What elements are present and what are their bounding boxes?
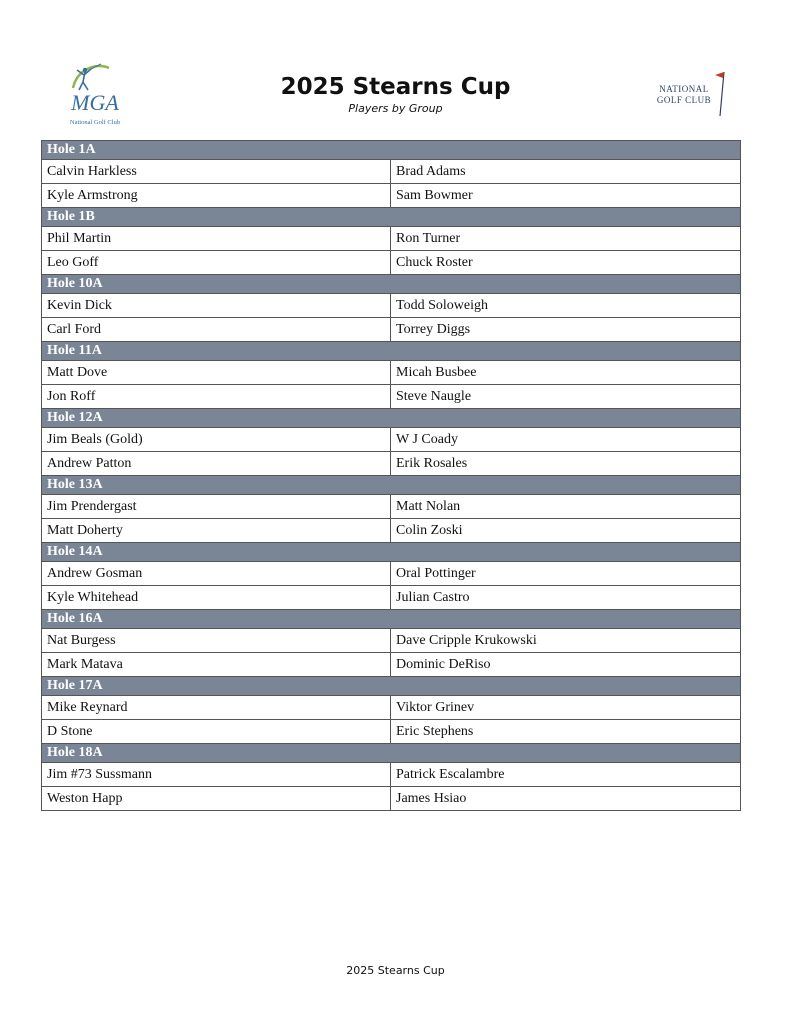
- player-name: Todd Soloweigh: [391, 294, 741, 318]
- player-name: Julian Castro: [391, 586, 741, 610]
- player-pair-row: [42, 586, 741, 610]
- player-name: Kevin Dick: [42, 294, 391, 318]
- player-name: Erik Rosales: [391, 452, 741, 476]
- player-pair-row: [42, 361, 741, 385]
- hole-header-row: [42, 275, 741, 294]
- player-name: Dominic DeRiso: [391, 653, 741, 677]
- hole-header-row: [42, 677, 741, 696]
- player-pair-row: [42, 763, 741, 787]
- hole-label: Hole 13A: [42, 476, 741, 495]
- hole-header-row: [42, 744, 741, 763]
- player-name: Mark Matava: [42, 653, 391, 677]
- player-name: Mike Reynard: [42, 696, 391, 720]
- player-name: Jim Prendergast: [42, 495, 391, 519]
- page-footer: 2025 Stearns Cup: [346, 964, 445, 977]
- player-pair-row: [42, 787, 741, 811]
- player-pair-row: [42, 495, 741, 519]
- page-subtitle: Players by Group: [348, 102, 443, 115]
- player-pair-row: [42, 184, 741, 208]
- player-pair-row: [42, 452, 741, 476]
- player-name: Andrew Gosman: [42, 562, 391, 586]
- player-name: James Hsiao: [391, 787, 741, 811]
- hole-label: Hole 11A: [42, 342, 741, 361]
- hole-label: Hole 12A: [42, 409, 741, 428]
- player-name: Dave Cripple Krukowski: [391, 629, 741, 653]
- logo-line1: NATIONAL: [659, 84, 709, 94]
- player-name: Oral Pottinger: [391, 562, 741, 586]
- player-name: Micah Busbee: [391, 361, 741, 385]
- hole-label: Hole 14A: [42, 543, 741, 562]
- player-name: Andrew Patton: [42, 452, 391, 476]
- player-name: W J Coady: [391, 428, 741, 452]
- player-pair-row: [42, 696, 741, 720]
- hole-header-row: [42, 409, 741, 428]
- player-name: Jim #73 Sussmann: [42, 763, 391, 787]
- player-pair-row: [42, 318, 741, 342]
- player-name: Carl Ford: [42, 318, 391, 342]
- player-pair-row: [42, 227, 741, 251]
- player-pair-row: [42, 428, 741, 452]
- player-name: Sam Bowmer: [391, 184, 741, 208]
- player-name: Nat Burgess: [42, 629, 391, 653]
- player-name: Chuck Roster: [391, 251, 741, 275]
- hole-label: Hole 1B: [42, 208, 741, 227]
- player-name: Torrey Diggs: [391, 318, 741, 342]
- player-pair-row: [42, 653, 741, 677]
- players-by-group-table: [41, 140, 741, 811]
- player-name: Eric Stephens: [391, 720, 741, 744]
- player-pair-row: [42, 519, 741, 543]
- player-pair-row: [42, 562, 741, 586]
- hole-label: Hole 10A: [42, 275, 741, 294]
- hole-label: Hole 17A: [42, 677, 741, 696]
- player-name: Kyle Armstrong: [42, 184, 391, 208]
- hole-header-row: [42, 208, 741, 227]
- player-pair-row: [42, 385, 741, 409]
- logo-letters: MGA: [71, 90, 119, 115]
- national-golf-club-logo: [654, 68, 730, 120]
- hole-header-row: [42, 543, 741, 562]
- player-name: Matt Dove: [42, 361, 391, 385]
- player-name: Matt Doherty: [42, 519, 391, 543]
- player-name: Jon Roff: [42, 385, 391, 409]
- hole-header-row: [42, 610, 741, 629]
- flag-icon: [715, 72, 724, 116]
- player-name: Steve Naugle: [391, 385, 741, 409]
- player-name: Ron Turner: [391, 227, 741, 251]
- player-name: Leo Goff: [42, 251, 391, 275]
- player-name: Patrick Escalambre: [391, 763, 741, 787]
- player-pair-row: [42, 629, 741, 653]
- player-name: Weston Happ: [42, 787, 391, 811]
- player-name: Phil Martin: [42, 227, 391, 251]
- player-name: Kyle Whitehead: [42, 586, 391, 610]
- player-name: D Stone: [42, 720, 391, 744]
- player-name: Jim Beals (Gold): [42, 428, 391, 452]
- player-name: Viktor Grinev: [391, 696, 741, 720]
- logo-caption: National Golf Club: [69, 119, 121, 126]
- player-name: Brad Adams: [391, 160, 741, 184]
- page-title: 2025 Stearns Cup: [280, 74, 511, 100]
- player-name: Matt Nolan: [391, 495, 741, 519]
- hole-header-row: [42, 476, 741, 495]
- player-pair-row: [42, 160, 741, 184]
- hole-header-row: [42, 342, 741, 361]
- hole-label: Hole 18A: [42, 744, 741, 763]
- player-name: Colin Zoski: [391, 519, 741, 543]
- player-name: Calvin Harkless: [42, 160, 391, 184]
- hole-header-row: [42, 141, 741, 160]
- player-pair-row: [42, 294, 741, 318]
- logo-line2: GOLF CLUB: [656, 95, 712, 105]
- player-pair-row: [42, 720, 741, 744]
- hole-label: Hole 1A: [42, 141, 741, 160]
- player-pair-row: [42, 251, 741, 275]
- hole-label: Hole 16A: [42, 610, 741, 629]
